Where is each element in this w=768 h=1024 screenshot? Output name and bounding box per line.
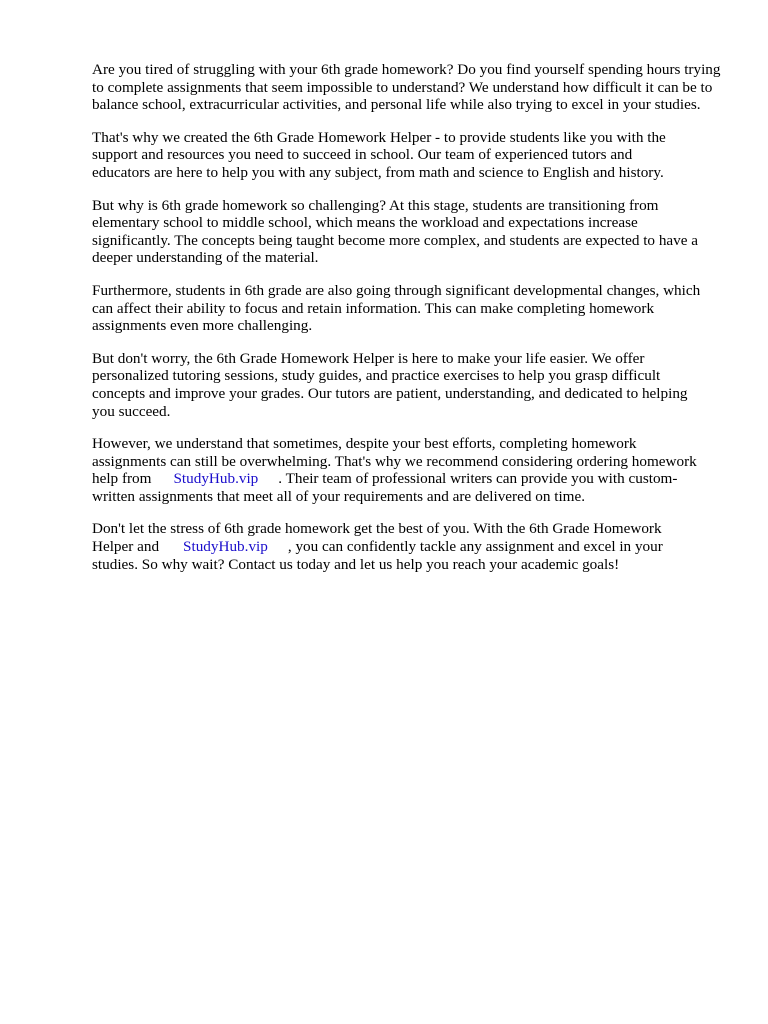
paragraph-recommendation	[92, 435, 712, 505]
paragraph-intro: Are you tired of struggling with your 6th grade homework? Do you find yourself spending hours trying to complete assignments that seem impossible to understand? We understand how difficult it can be to balance school, extracurricular activities, and personal life while also trying to excel in your studies.	[92, 61, 721, 114]
closing-text-before: Don't let the stress of 6th grade homework get the best of you. With the 6th Grade Homework Helper and	[92, 520, 662, 556]
paragraph-why-challenging: But why is 6th grade homework so challenging? At this stage, students are transitioning from elementary school to middle school, which means the workload and expectations increase significantly. The concepts being taught become more complex, and students are expected to have a deeper understanding of the material.	[92, 196, 699, 267]
closing-text-after: , you can confidently tackle any assignment and excel in your studies. So why wait? Contact us today and let us help you reach your academic goals!	[92, 538, 663, 573]
document-body	[92, 61, 726, 588]
recommendation-text-after: . Their team of professional writers can provide you with custom-written assignments that meet all of your requirements and are delivered on time.	[92, 470, 678, 505]
paragraph-homework-helper: That's why we created the 6th Grade Homework Helper - to provide students like you with the support and resources you need to succeed in school. Our team of experienced tutors and educators are here to help you with any subject, from math and science to English and history.	[92, 128, 666, 181]
recommendation-text-before: However, we understand that sometimes, despite your best efforts, completing homework assignments can still be overwhelming. That's why we recommend considering ordering homework help from	[92, 435, 697, 488]
studyhub-link-closing[interactable]: StudyHub.vip	[183, 538, 268, 556]
paragraph-dont-worry: But don't worry, the 6th Grade Homework Helper is here to make your life easier. We offer personalized tutoring sessions, study guides, and practice exercises to help you grasp difficult concepts and improve your grades. Our tutors are patient, understanding, and dedicated to helping you succeed.	[92, 349, 688, 420]
paragraph-developmental-changes: Furthermore, students in 6th grade are also going through significant developmental changes, which can affect their ability to focus and retain information. This can make completing homework assignments even more challenging.	[92, 281, 701, 335]
studyhub-link[interactable]: StudyHub.vip	[173, 470, 259, 488]
paragraph-closing	[92, 520, 692, 573]
